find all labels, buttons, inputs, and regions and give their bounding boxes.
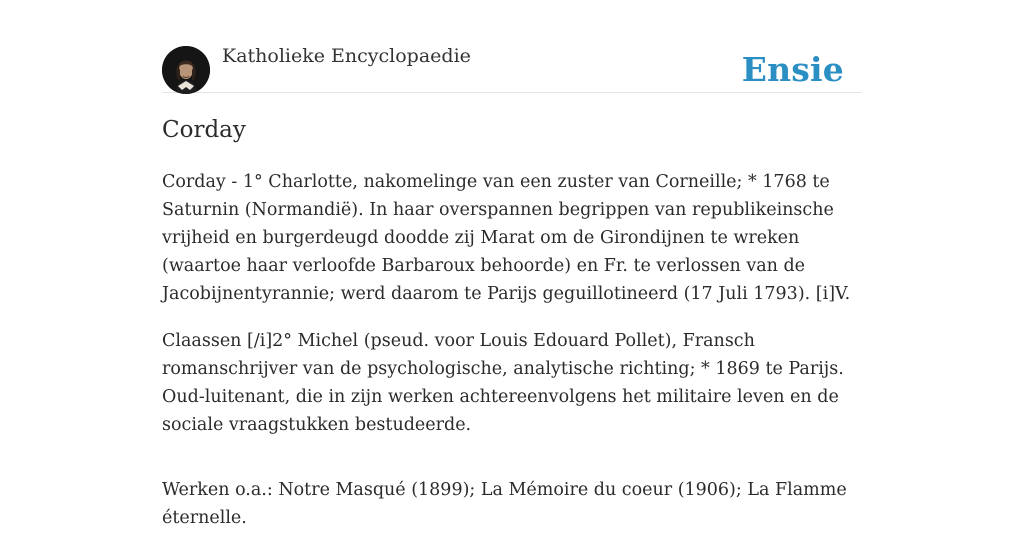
article-paragraph: Corday - 1° Charlotte, nakomelinge van een zuster van Corneille; * 1768 te Saturnin (Normandië). In haar overspannen begrippen van republikeinsche vrijheid en burgerdeugd doodde zij Marat om de Girondijnen te wreken (waartoe haar verloofde Barbaroux behoorde) en Fr. te verlossen van de Jacobijnentyrannie; werd daarom te Parijs geguillotineerd (17 Juli 1793). [i]V. bbox=[162, 172, 851, 304]
site-header bbox=[162, 0, 862, 93]
page-title: Corday bbox=[162, 117, 246, 143]
article-paragraph: Claassen [/i]2° Michel (pseud. voor Louis Edouard Pollet), Fransch romanschrijver van de psychologische, analytische richting; * 1869 te Parijs. Oud-luitenant, die in zijn werken achtereenvolgens het militaire leven en de sociale vraagstukken bestudeerde. bbox=[162, 331, 844, 435]
article-paragraph: Werken o.a.: Notre Masqué (1899); La Mémoire du coeur (1906); La Flamme éternelle. bbox=[162, 480, 847, 528]
portrait-avatar-icon[interactable] bbox=[162, 46, 210, 94]
article-body bbox=[162, 168, 862, 551]
site-name[interactable]: Katholieke Encyclopaedie bbox=[222, 45, 471, 67]
portrait-image bbox=[162, 46, 210, 94]
article-page bbox=[162, 0, 862, 528]
ensie-logo[interactable]: Ensie bbox=[741, 50, 844, 89]
